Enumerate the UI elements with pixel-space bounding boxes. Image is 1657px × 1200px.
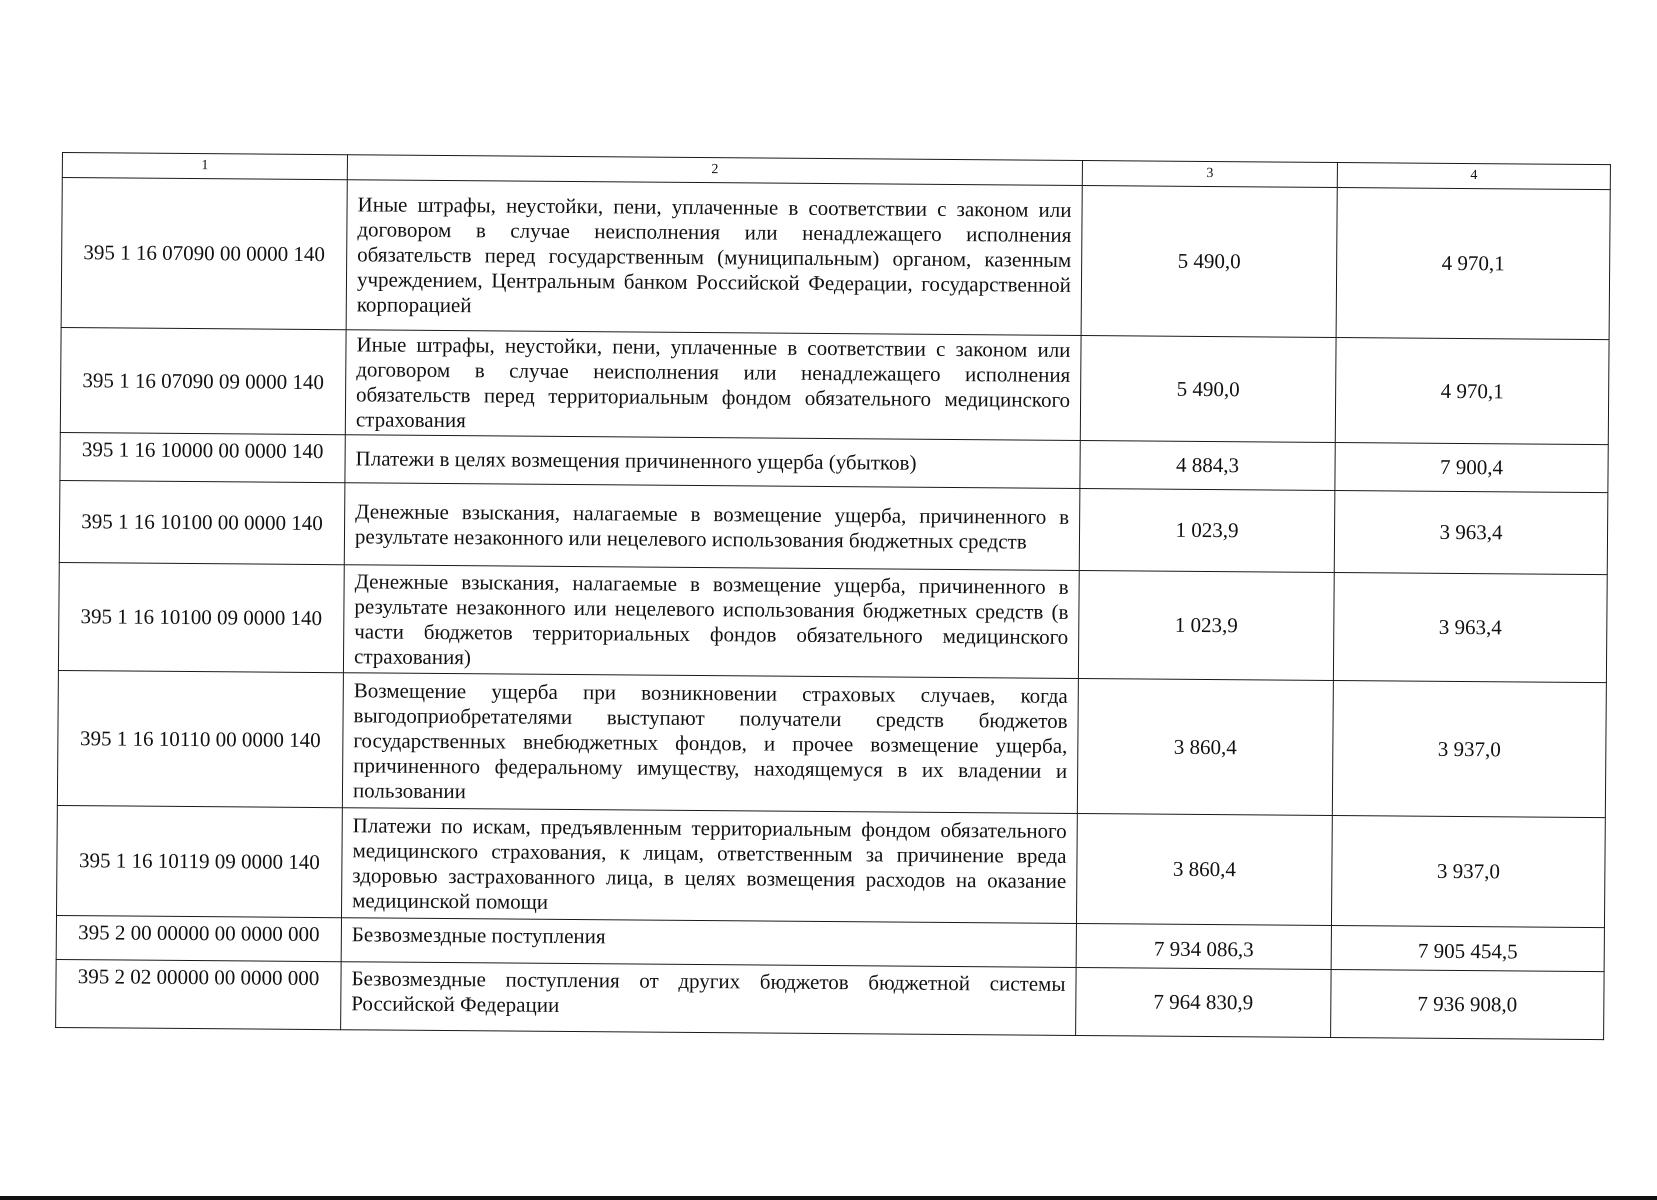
revenue-name-cell: Платежи в целях возмещения причиненного ущерба (убытков) <box>345 435 1080 489</box>
value-col3-cell: 1 023,9 <box>1078 571 1334 681</box>
revenue-name-cell: Возмещение ущерба при возникновении страховых случаев, когда выгодоприобретателями выступают получатели средств бюджетов государственных внебюджетных фондов, и прочее возмещение ущерба, причиненного федеральному имуществу, находящемуся в их владении и пользовании <box>342 673 1078 814</box>
table-row <box>60 327 1609 444</box>
budget-code-cell: 395 1 16 10110 00 0000 140 <box>57 670 343 807</box>
value-col3-cell: 5 490,0 <box>1080 336 1336 443</box>
value-col4-cell: 3 963,4 <box>1334 491 1608 575</box>
table-row <box>61 178 1610 340</box>
budget-code-cell: 395 1 16 10100 00 0000 140 <box>59 480 345 564</box>
value-col4-cell: 3 963,4 <box>1333 573 1607 683</box>
value-col4-cell: 7 936 908,0 <box>1331 969 1605 1039</box>
column-number-2: 2 <box>347 155 1082 186</box>
value-col3-cell: 7 934 086,3 <box>1076 923 1331 969</box>
column-number-3: 3 <box>1082 161 1337 188</box>
revenue-name-cell: Денежные взыскания, налагаемые в возмещение ущерба, причиненного в результате незаконного или нецелевого использования бюджетных средств (в части бюджетов территориальных фондов обязательного медицинского страхования) <box>343 565 1079 679</box>
budget-code-cell: 395 1 16 10100 09 0000 140 <box>58 562 344 672</box>
budget-code-cell: 395 1 16 10119 09 0000 140 <box>57 805 343 917</box>
scan-page-edge <box>0 1196 1657 1200</box>
value-col4-cell: 7 900,4 <box>1335 443 1608 493</box>
revenue-name-cell: Безвозмездные поступления <box>341 918 1076 968</box>
revenue-name-cell: Денежные взыскания, налагаемые в возмещение ущерба, причиненного в результате незаконного или нецелевого использования бюджетных средств <box>344 483 1080 571</box>
value-col3-cell: 1 023,9 <box>1079 489 1335 573</box>
value-col3-cell: 7 964 830,9 <box>1076 967 1332 1037</box>
revenue-table <box>55 152 1611 1040</box>
table-row <box>59 480 1608 574</box>
value-col4-cell: 3 937,0 <box>1332 681 1606 818</box>
value-col4-cell: 4 970,1 <box>1335 338 1609 445</box>
revenue-name-cell: Иные штрафы, неустойки, пени, уплаченные в соответствии с законом или договором в случае неисполнения или ненадлежащего исполнения обязательств перед государственным (муниципальным) органом, казенным учреждением, Центральным банком Российской Федерации, государственной корпорацией <box>346 180 1082 336</box>
column-number-1: 1 <box>62 153 347 180</box>
budget-code-cell: 395 1 16 07090 00 0000 140 <box>61 178 347 330</box>
revenue-name-cell: Безвозмездные поступления от других бюджетов бюджетной системы Российской Федерации <box>341 962 1077 1036</box>
value-col4-cell: 7 905 454,5 <box>1331 925 1604 971</box>
value-col3-cell: 4 884,3 <box>1080 441 1335 491</box>
value-col4-cell: 4 970,1 <box>1336 188 1610 340</box>
revenue-name-cell: Иные штрафы, неустойки, пени, уплаченные в соответствии с законом или договором в случае неисполнения или ненадлежащего исполнения обязательств перед территориальным фондом обязательного медицинского страхования <box>345 330 1081 441</box>
table-row <box>56 959 1604 1039</box>
column-number-4: 4 <box>1337 163 1610 190</box>
table-row <box>58 562 1607 682</box>
budget-code-cell: 395 1 16 07090 09 0000 140 <box>60 327 346 434</box>
table-row <box>57 805 1606 927</box>
budget-code-cell: 395 2 00 00000 00 0000 000 <box>56 915 341 961</box>
revenue-table-container <box>55 152 1610 1040</box>
revenue-name-cell: Платежи по искам, предъявленным территориальным фондом обязательного медицинского страхования, к лицам, ответственным за причинение вреда здоровью застрахованного лица, в целях возмещения расходов на оказание медицинской помощи <box>341 808 1077 924</box>
value-col3-cell: 5 490,0 <box>1081 186 1337 338</box>
budget-code-cell: 395 1 16 10000 00 0000 140 <box>60 432 345 482</box>
value-col3-cell: 3 860,4 <box>1077 678 1333 815</box>
budget-code-cell: 395 2 02 00000 00 0000 000 <box>56 959 342 1029</box>
value-col4-cell: 3 937,0 <box>1331 815 1605 927</box>
value-col3-cell: 3 860,4 <box>1076 813 1332 925</box>
table-row <box>57 670 1606 817</box>
